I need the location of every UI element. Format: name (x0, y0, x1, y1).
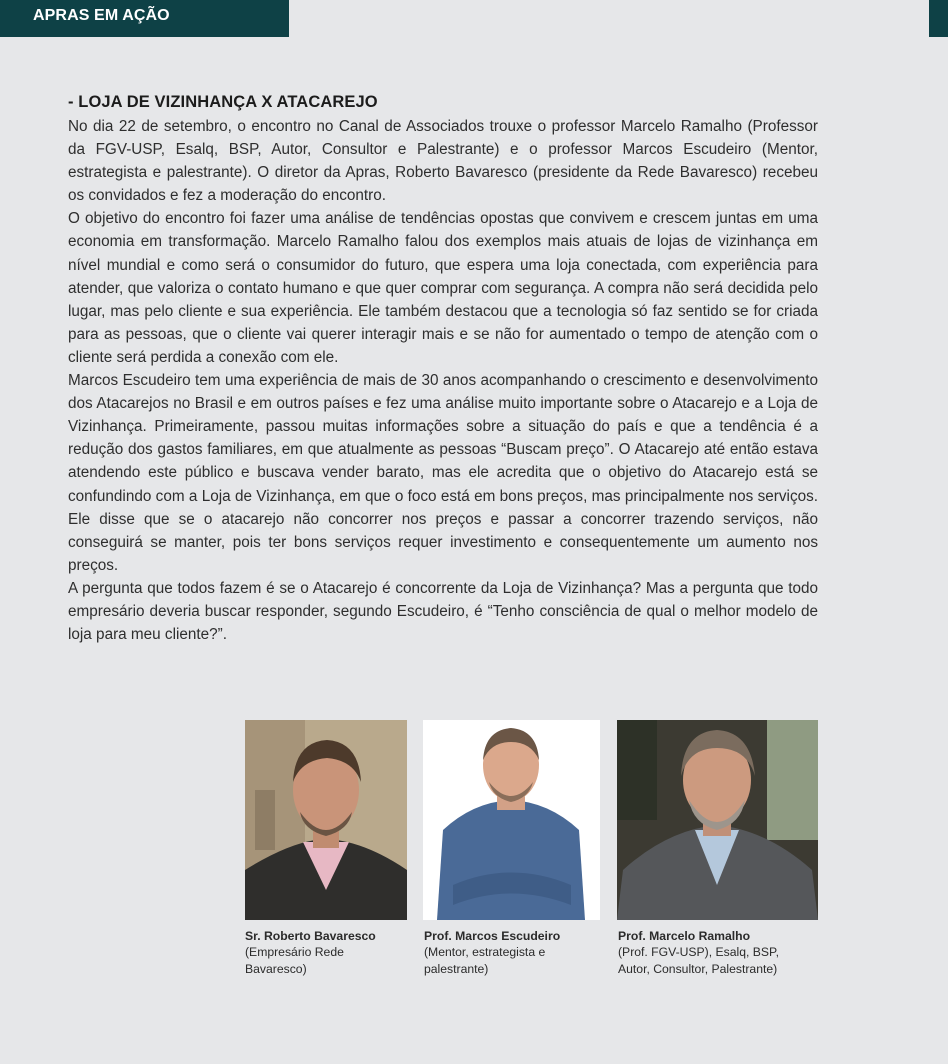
caption-role: Bavaresco) (245, 961, 307, 976)
photo-roberto-bavaresco (245, 720, 407, 920)
article-heading: - LOJA DE VIZINHANÇA X ATACAREJO (68, 93, 378, 111)
caption-role: palestrante) (424, 961, 489, 976)
section-label: APRAS EM AÇÃO (33, 7, 170, 24)
caption-role: (Prof. FGV-USP), Esalq, BSP, (618, 945, 779, 960)
caption-role: (Empresário Rede (245, 945, 344, 960)
caption-marcos-escudeiro (424, 928, 604, 977)
caption-name: Sr. Roberto Bavaresco (245, 929, 376, 943)
article-paragraph-3: Marcos Escudeiro tem uma experiência de mais de 30 anos acompanhando o crescimento e desenvolvimento dos Atacarejos no Brasil e em outros países e fez uma análise muito importante sobre o Atacarejo e a Loja de Vizinhança. Primeiramente, passou muitas informações sobre a situação do país e que a tendência é a redução dos gastos familiares, em que atualmente as pessoas “Buscam preço”. O Atacarejo até então estava atendendo este público e buscava vender barato, mas ele acredita que o objetivo do Atacarejo está se confundindo com a Loja de Vizinhança, em que o foco está em bons preços, mas principalmente nos serviços. Ele disse que se o atacarejo não concorrer nos preços e passar a concorrer trazendo serviços, não conseguirá se manter, pois ter bons serviços requer investimento e consequentemente um aumento nos preços. (68, 372, 818, 574)
corner-tab (929, 0, 948, 37)
photo-marcelo-ramalho (617, 720, 818, 920)
caption-role: Autor, Consultor, Palestrante) (618, 961, 778, 976)
article-paragraph-2: O objetivo do encontro foi fazer uma análise de tendências opostas que convivem e crescem juntas em uma economia em transformação. Marcelo Ramalho falou dos exemplos mais atuais de lojas de vizinhança em nível mundial e como será o consumidor do futuro, que espera uma loja conectada, com experiência para atender, que valoriza o contato humano e que quer comprar com segurança. A compra não será decidida pelo lugar, mas pelo cliente e sua experiência. Ele também destacou que a tecnologia só faz sentido se for criada para as pessoas, que o cliente vai querer interagir mais e se não for aumentado o tempo de atenção com o cliente será perdida a conexão com ele. (68, 210, 818, 366)
section-header-bar (0, 0, 289, 37)
article-paragraph-4: A pergunta que todos fazem é se o Atacarejo é concorrente da Loja de Vizinhança? Mas a pergunta que todo empresário deveria buscar responder, segundo Escudeiro, é “Tenho consciência de qual o melhor modelo de loja para meu cliente?”. (68, 579, 818, 644)
caption-role: (Mentor, estrategista e (424, 945, 546, 960)
article (68, 93, 818, 646)
article-paragraph-1: No dia 22 de setembro, o encontro no Canal de Associados trouxe o professor Marcelo Ramalho (Professor da FGV-USP, Esalq, BSP, Autor, Consultor e Palestrante) e o professor Marcos Escudeiro (Mentor, estrategista e palestrante). O diretor da Apras, Roberto Bavaresco (presidente da Rede Bavaresco) recebeu os convidados e fez a moderação do encontro. (68, 118, 818, 205)
caption-marcelo-ramalho (618, 928, 818, 977)
photo-marcos-escudeiro (423, 720, 600, 920)
caption-name: Prof. Marcelo Ramalho (618, 929, 751, 943)
caption-name: Prof. Marcos Escudeiro (424, 929, 561, 943)
caption-roberto-bavaresco (245, 928, 415, 977)
